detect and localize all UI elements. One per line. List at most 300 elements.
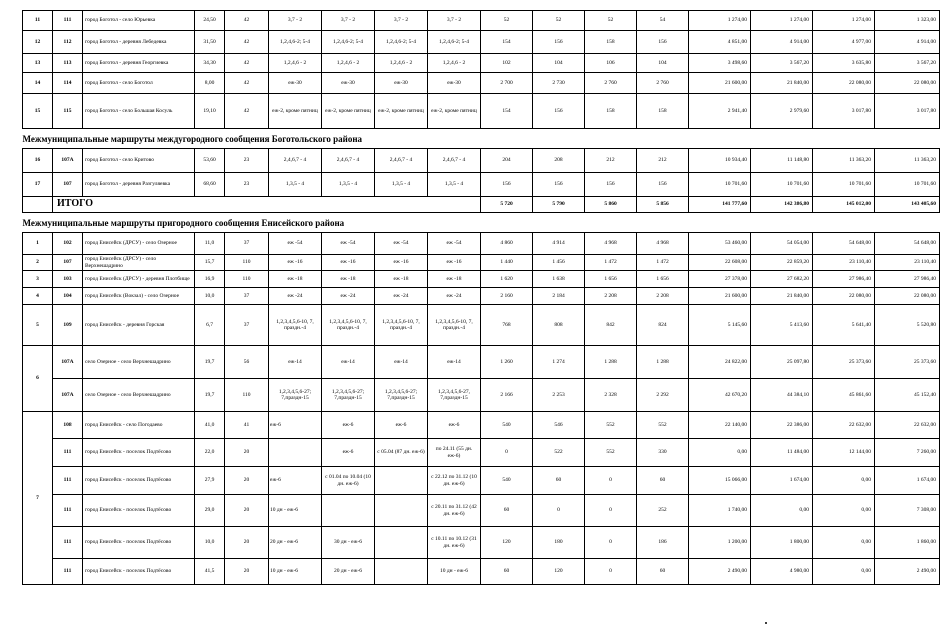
trips-count: 2 253 <box>533 379 585 412</box>
vehicle-capacity: 20 <box>225 527 269 559</box>
route-code: 102 <box>53 233 83 255</box>
row-number: 15 <box>23 94 53 129</box>
mileage-value: 22 080,00 <box>875 288 940 305</box>
trips-count: 1 274 <box>533 346 585 379</box>
section-header-row <box>23 129 940 149</box>
trips-count: 252 <box>637 495 689 527</box>
mileage-value: 22 080,00 <box>813 73 875 94</box>
routes-table-body <box>23 11 940 585</box>
mileage-value: 3 017,80 <box>875 94 940 129</box>
table-row <box>23 94 940 129</box>
route-length: 29,0 <box>195 495 225 527</box>
trips-count: 2 700 <box>481 73 533 94</box>
schedule-cell: еж-14 <box>428 346 481 379</box>
total-mileage: 141 777,60 <box>689 197 751 213</box>
trips-count: 540 <box>481 412 533 439</box>
route-code: 113 <box>53 54 83 73</box>
schedule-cell: 3,7 - 2 <box>428 11 481 31</box>
route-length: 10,0 <box>195 527 225 559</box>
trips-count: 546 <box>533 412 585 439</box>
row-number: 13 <box>23 54 53 73</box>
trips-count: 52 <box>481 11 533 31</box>
trips-count: 552 <box>585 412 637 439</box>
schedule-cell: еж-6 <box>428 412 481 439</box>
vehicle-capacity: 110 <box>225 271 269 288</box>
mileage-value: 15 066,00 <box>689 467 751 495</box>
total-spacer <box>23 197 53 213</box>
schedule-cell: еж -24 <box>375 288 428 305</box>
table-row <box>23 54 940 73</box>
mileage-value: 4 914,00 <box>875 31 940 54</box>
mileage-value: 2 979,60 <box>751 94 813 129</box>
route-code: 104 <box>53 288 83 305</box>
schedule-cell: еж -18 <box>375 271 428 288</box>
vehicle-capacity: 42 <box>225 73 269 94</box>
table-row <box>23 559 940 585</box>
total-trips: 5 720 <box>481 197 533 213</box>
route-length: 31,50 <box>195 31 225 54</box>
mileage-value: 21 600,00 <box>689 288 751 305</box>
trips-count: 52 <box>585 11 637 31</box>
table-row <box>23 255 940 271</box>
trips-count: 54 <box>637 11 689 31</box>
trips-count: 2 328 <box>585 379 637 412</box>
mileage-value: 7 260,00 <box>875 439 940 467</box>
table-row <box>23 73 940 94</box>
route-name: город Боготол - село Большая Косуль <box>83 94 195 129</box>
trips-count: 2 160 <box>481 288 533 305</box>
schedule-cell: 1,3,5 - 4 <box>375 173 428 197</box>
trips-count: 1 472 <box>637 255 689 271</box>
total-label: ИТОГО <box>53 197 481 213</box>
route-code: 111 <box>53 559 83 585</box>
trips-count: 156 <box>533 31 585 54</box>
trips-count: 1 656 <box>637 271 689 288</box>
route-name: город Енисейск - поселок Подтёсово <box>83 439 195 467</box>
mileage-value: 5 641,40 <box>813 305 875 346</box>
schedule-cell: еж-2, кроме пятниц <box>375 94 428 129</box>
route-name: город Енисейск - поселок Подтёсово <box>83 495 195 527</box>
vehicle-capacity: 41 <box>225 412 269 439</box>
trips-count: 180 <box>533 527 585 559</box>
mileage-value: 21 600,00 <box>689 73 751 94</box>
schedule-cell: 10 дн - еж-6 <box>428 559 481 585</box>
route-code: 111 <box>53 467 83 495</box>
route-name: город Боготол - деревня Лебедевка <box>83 31 195 54</box>
mileage-value: 10 701,60 <box>875 173 940 197</box>
row-number: 6 <box>23 346 53 412</box>
route-length: 68,60 <box>195 173 225 197</box>
trips-count: 1 440 <box>481 255 533 271</box>
mileage-value: 23 110,40 <box>813 255 875 271</box>
schedule-cell <box>269 439 322 467</box>
mileage-value: 25 373,60 <box>875 346 940 379</box>
table-row <box>23 233 940 255</box>
route-name: город Енисейск (ДРСУ) - село Верхнешадрино <box>83 255 195 271</box>
trips-count: 0 <box>585 467 637 495</box>
schedule-cell: 1,2,3,4,5,6-27; 7,праздн-15 <box>322 379 375 412</box>
schedule-cell: 30 дн - еж-6 <box>322 527 375 559</box>
schedule-cell: 1,2,4,6 - 2 <box>375 54 428 73</box>
vehicle-capacity: 110 <box>225 255 269 271</box>
mileage-value: 1 860,00 <box>875 527 940 559</box>
schedule-cell: еж-30 <box>428 73 481 94</box>
trips-count: 60 <box>481 559 533 585</box>
trips-count: 212 <box>585 149 637 173</box>
vehicle-capacity: 56 <box>225 346 269 379</box>
route-name: город Енисейск - поселок Подтёсово <box>83 559 195 585</box>
schedule-cell: 3,7 - 2 <box>269 11 322 31</box>
schedule-cell: еж -54 <box>322 233 375 255</box>
schedule-cell: еж -18 <box>428 271 481 288</box>
total-row <box>23 197 940 213</box>
trips-count: 0 <box>585 495 637 527</box>
schedule-cell: 10 дн - еж-6 <box>269 495 322 527</box>
mileage-value: 4 914,00 <box>751 31 813 54</box>
mileage-value: 11 148,80 <box>751 149 813 173</box>
mileage-value: 4 977,00 <box>813 31 875 54</box>
trips-count: 120 <box>533 559 585 585</box>
mileage-value: 1 800,00 <box>751 527 813 559</box>
schedule-cell: еж -54 <box>428 233 481 255</box>
route-code: 109 <box>53 305 83 346</box>
mileage-value: 1 274,00 <box>751 11 813 31</box>
trips-count: 102 <box>481 54 533 73</box>
route-code: 107 <box>53 255 83 271</box>
mileage-value: 21 840,00 <box>751 73 813 94</box>
trips-count: 154 <box>481 31 533 54</box>
section-header-row <box>23 213 940 233</box>
route-code: 112 <box>53 31 83 54</box>
trips-count: 60 <box>637 559 689 585</box>
schedule-cell: еж -54 <box>375 233 428 255</box>
schedule-cell: еж-14 <box>269 346 322 379</box>
trips-count: 156 <box>533 94 585 129</box>
mileage-value: 25 097,80 <box>751 346 813 379</box>
mileage-value: 1 274,00 <box>689 11 751 31</box>
vehicle-capacity: 110 <box>225 379 269 412</box>
mileage-value: 7 308,00 <box>875 495 940 527</box>
mileage-value: 53 460,00 <box>689 233 751 255</box>
trips-count: 158 <box>585 31 637 54</box>
trips-count: 120 <box>481 527 533 559</box>
mileage-value: 2 490,00 <box>689 559 751 585</box>
mileage-value: 5 413,60 <box>751 305 813 346</box>
mileage-value: 10 934,40 <box>689 149 751 173</box>
mileage-value: 12 144,00 <box>813 439 875 467</box>
vehicle-capacity: 37 <box>225 305 269 346</box>
trips-count: 2 730 <box>533 73 585 94</box>
mileage-value: 0,00 <box>813 527 875 559</box>
route-length: 6,7 <box>195 305 225 346</box>
table-row <box>23 271 940 288</box>
route-code: 108 <box>53 412 83 439</box>
stray-dot <box>765 622 767 624</box>
mileage-value: 0,00 <box>751 495 813 527</box>
schedule-cell <box>375 495 428 527</box>
schedule-cell: еж-2, кроме пятниц <box>269 94 322 129</box>
schedule-cell: еж-30 <box>269 73 322 94</box>
route-code: 107А <box>53 346 83 379</box>
schedule-cell: еж -24 <box>322 288 375 305</box>
mileage-value: 1 740,00 <box>689 495 751 527</box>
trips-count: 104 <box>637 54 689 73</box>
schedule-cell: еж -54 <box>269 233 322 255</box>
table-row <box>23 31 940 54</box>
route-code: 111 <box>53 11 83 31</box>
total-mileage: 143 405,60 <box>875 197 940 213</box>
section-title: Межмуниципальные маршруты междугородного сообщения Боготольского района <box>23 129 940 149</box>
trips-count: 1 638 <box>533 271 585 288</box>
mileage-value: 11 363,20 <box>813 149 875 173</box>
route-code: 114 <box>53 73 83 94</box>
mileage-value: 27 682,20 <box>751 271 813 288</box>
schedule-cell: 1,2,4,6-2; 5-4 <box>322 31 375 54</box>
mileage-value: 3 567,20 <box>875 54 940 73</box>
schedule-cell <box>375 527 428 559</box>
trips-count: 1 260 <box>481 346 533 379</box>
schedule-cell: 1,2,3,4,5,6-27; 7,праздн-15 <box>269 379 322 412</box>
route-name: город Боготол - село Боготол <box>83 73 195 94</box>
trips-count: 0 <box>585 527 637 559</box>
trips-count: 52 <box>533 11 585 31</box>
schedule-cell: с 01.04 по 10.04 (10 дн. еж-6) <box>322 467 375 495</box>
trips-count: 2 166 <box>481 379 533 412</box>
vehicle-capacity: 42 <box>225 54 269 73</box>
mileage-value: 27 986,40 <box>813 271 875 288</box>
route-length: 8,00 <box>195 73 225 94</box>
route-length: 15,7 <box>195 255 225 271</box>
route-code: 107А <box>53 379 83 412</box>
trips-count: 2 208 <box>585 288 637 305</box>
trips-count: 1 656 <box>585 271 637 288</box>
route-name: город Енисейск (Вокзал) - село Озерное <box>83 288 195 305</box>
route-length: 11,0 <box>195 233 225 255</box>
schedule-cell: 1,2,3,4,5,6-10, 7, праздн.-4 <box>322 305 375 346</box>
schedule-cell: 1,2,3,4,5,6-10, 7, праздн.-4 <box>269 305 322 346</box>
route-code: 107 <box>53 173 83 197</box>
trips-count: 156 <box>481 173 533 197</box>
route-name: город Енисейск - поселок Подтёсово <box>83 527 195 559</box>
route-name: село Озерное - село Верхнешадрино <box>83 379 195 412</box>
schedule-cell: еж -16 <box>375 255 428 271</box>
mileage-value: 11 484,00 <box>751 439 813 467</box>
trips-count: 60 <box>481 495 533 527</box>
row-number: 1 <box>23 233 53 255</box>
route-length: 19,7 <box>195 379 225 412</box>
trips-count: 204 <box>481 149 533 173</box>
mileage-value: 10 701,60 <box>689 173 751 197</box>
trips-count: 0 <box>585 559 637 585</box>
trips-count: 2 184 <box>533 288 585 305</box>
route-name: город Боготол - село Критово <box>83 149 195 173</box>
route-length: 16,9 <box>195 271 225 288</box>
trips-count: 2 760 <box>637 73 689 94</box>
routes-table <box>22 10 940 585</box>
route-code: 115 <box>53 94 83 129</box>
mileage-value: 22 632,00 <box>813 412 875 439</box>
table-row <box>23 305 940 346</box>
row-number: 16 <box>23 149 53 173</box>
mileage-value: 1 674,00 <box>875 467 940 495</box>
route-length: 19,10 <box>195 94 225 129</box>
mileage-value: 54 648,00 <box>875 233 940 255</box>
mileage-value: 11 363,20 <box>875 149 940 173</box>
vehicle-capacity: 23 <box>225 149 269 173</box>
mileage-value: 5 520,80 <box>875 305 940 346</box>
trips-count: 60 <box>533 467 585 495</box>
vehicle-capacity: 20 <box>225 495 269 527</box>
schedule-cell: еж-2, кроме пятниц <box>322 94 375 129</box>
schedule-cell: еж -24 <box>428 288 481 305</box>
mileage-value: 1 323,00 <box>875 11 940 31</box>
mileage-value: 44 384,10 <box>751 379 813 412</box>
schedule-cell: 1,2,4,6-2; 5-4 <box>269 31 322 54</box>
schedule-cell: еж -24 <box>269 288 322 305</box>
trips-count: 522 <box>533 439 585 467</box>
route-length: 22,0 <box>195 439 225 467</box>
trips-count: 106 <box>585 54 637 73</box>
row-number: 14 <box>23 73 53 94</box>
mileage-value: 3 017,80 <box>813 94 875 129</box>
trips-count: 330 <box>637 439 689 467</box>
route-length: 41,0 <box>195 412 225 439</box>
schedule-cell: 2,4,6,7 - 4 <box>269 149 322 173</box>
row-number: 2 <box>23 255 53 271</box>
schedule-cell: еж -16 <box>428 255 481 271</box>
schedule-cell: 1,2,3,4,5,6-27; 7,праздн-15 <box>375 379 428 412</box>
mileage-value: 22 080,00 <box>813 288 875 305</box>
schedule-cell: 1,3,5 - 4 <box>269 173 322 197</box>
mileage-value: 3 567,20 <box>751 54 813 73</box>
row-number: 17 <box>23 173 53 197</box>
trips-count: 4 968 <box>585 233 637 255</box>
trips-count: 2 208 <box>637 288 689 305</box>
trips-count: 2 292 <box>637 379 689 412</box>
total-trips: 5 860 <box>585 197 637 213</box>
mileage-value: 21 840,00 <box>751 288 813 305</box>
trips-count: 156 <box>585 173 637 197</box>
route-name: город Боготол - село Юрьевка <box>83 11 195 31</box>
route-name: город Енисейск - село Погодаево <box>83 412 195 439</box>
mileage-value: 22 140,00 <box>689 412 751 439</box>
schedule-cell <box>375 467 428 495</box>
route-code: 111 <box>53 495 83 527</box>
trips-count: 156 <box>637 31 689 54</box>
trips-count: 186 <box>637 527 689 559</box>
table-row <box>23 467 940 495</box>
schedule-cell: 1,2,4,6 - 2 <box>269 54 322 73</box>
route-length: 53,60 <box>195 149 225 173</box>
row-number: 7 <box>23 412 53 585</box>
route-length: 27,9 <box>195 467 225 495</box>
schedule-cell: 1,2,3,4,5,6-10, 7, праздн.-4 <box>375 305 428 346</box>
mileage-value: 1 200,00 <box>689 527 751 559</box>
schedule-cell: 10 дн - еж-6 <box>269 559 322 585</box>
trips-count: 154 <box>481 94 533 129</box>
schedule-cell: 1,2,4,6 - 2 <box>322 54 375 73</box>
mileage-value: 22 080,00 <box>875 73 940 94</box>
route-code: 111 <box>53 439 83 467</box>
schedule-cell: 3,7 - 2 <box>322 11 375 31</box>
mileage-value: 22 632,00 <box>875 412 940 439</box>
vehicle-capacity: 37 <box>225 233 269 255</box>
row-number: 5 <box>23 305 53 346</box>
schedule-cell: 1,3,5 - 4 <box>322 173 375 197</box>
route-code: 103 <box>53 271 83 288</box>
schedule-cell: с 22.12 по 31.12 (10 дн. еж-6) <box>428 467 481 495</box>
route-name: город Боготол - деревня Разгуляевка <box>83 173 195 197</box>
mileage-value: 0,00 <box>813 467 875 495</box>
trips-count: 4 860 <box>481 233 533 255</box>
mileage-value: 5 145,60 <box>689 305 751 346</box>
table-row <box>23 412 940 439</box>
mileage-value: 0,00 <box>813 495 875 527</box>
total-mileage: 145 012,00 <box>813 197 875 213</box>
route-name: город Енисейск (ДРСУ) - деревня Плотбище <box>83 271 195 288</box>
vehicle-capacity: 20 <box>225 559 269 585</box>
total-mileage: 142 386,80 <box>751 197 813 213</box>
schedule-cell: еж-2, кроме пятниц <box>428 94 481 129</box>
vehicle-capacity: 23 <box>225 173 269 197</box>
trips-count: 1 472 <box>585 255 637 271</box>
trips-count: 0 <box>481 439 533 467</box>
schedule-cell: еж -18 <box>269 271 322 288</box>
table-row <box>23 527 940 559</box>
schedule-cell: 1,2,3,4,5,6-10, 7, праздн.-4 <box>428 305 481 346</box>
mileage-value: 45 152,40 <box>875 379 940 412</box>
schedule-cell: 2,4,6,7 - 4 <box>375 149 428 173</box>
mileage-value: 54 054,00 <box>751 233 813 255</box>
schedule-cell: с 20.11 по 31.12 (42 дн. еж-6) <box>428 495 481 527</box>
vehicle-capacity: 20 <box>225 439 269 467</box>
mileage-value: 27 986,40 <box>875 271 940 288</box>
row-number: 3 <box>23 271 53 288</box>
schedule-cell: еж-30 <box>322 73 375 94</box>
total-trips: 5 790 <box>533 197 585 213</box>
trips-count: 808 <box>533 305 585 346</box>
route-code: 107А <box>53 149 83 173</box>
route-length: 24,50 <box>195 11 225 31</box>
route-length: 34,30 <box>195 54 225 73</box>
route-name: город Енисейск - деревня Горская <box>83 305 195 346</box>
schedule-cell: еж -18 <box>322 271 375 288</box>
row-number: 4 <box>23 288 53 305</box>
trips-count: 156 <box>637 173 689 197</box>
schedule-cell: 1,2,4,6 - 2 <box>428 54 481 73</box>
schedule-cell: еж-6 <box>322 439 375 467</box>
mileage-value: 10 701,60 <box>813 173 875 197</box>
mileage-value: 1 274,00 <box>813 11 875 31</box>
mileage-value: 4 851,00 <box>689 31 751 54</box>
schedule-cell: еж-14 <box>375 346 428 379</box>
table-row <box>23 173 940 197</box>
schedule-cell: 1,2,4,6-2; 5-4 <box>428 31 481 54</box>
total-trips: 5 856 <box>637 197 689 213</box>
mileage-value: 2 941,40 <box>689 94 751 129</box>
trips-count: 0 <box>533 495 585 527</box>
schedule-cell: с 10.11 по 10.12 (31 дн. еж-6) <box>428 527 481 559</box>
mileage-value: 0,00 <box>689 439 751 467</box>
route-length: 41,5 <box>195 559 225 585</box>
schedule-cell: 1,2,3,4,5,6-27, 7,праздн-15 <box>428 379 481 412</box>
trips-count: 158 <box>637 94 689 129</box>
schedule-cell: 1,2,4,6-2; 5-4 <box>375 31 428 54</box>
route-name: село Озерное - село Верхнешадрино <box>83 346 195 379</box>
trips-count: 4 914 <box>533 233 585 255</box>
mileage-value: 54 648,00 <box>813 233 875 255</box>
route-length: 19,7 <box>195 346 225 379</box>
